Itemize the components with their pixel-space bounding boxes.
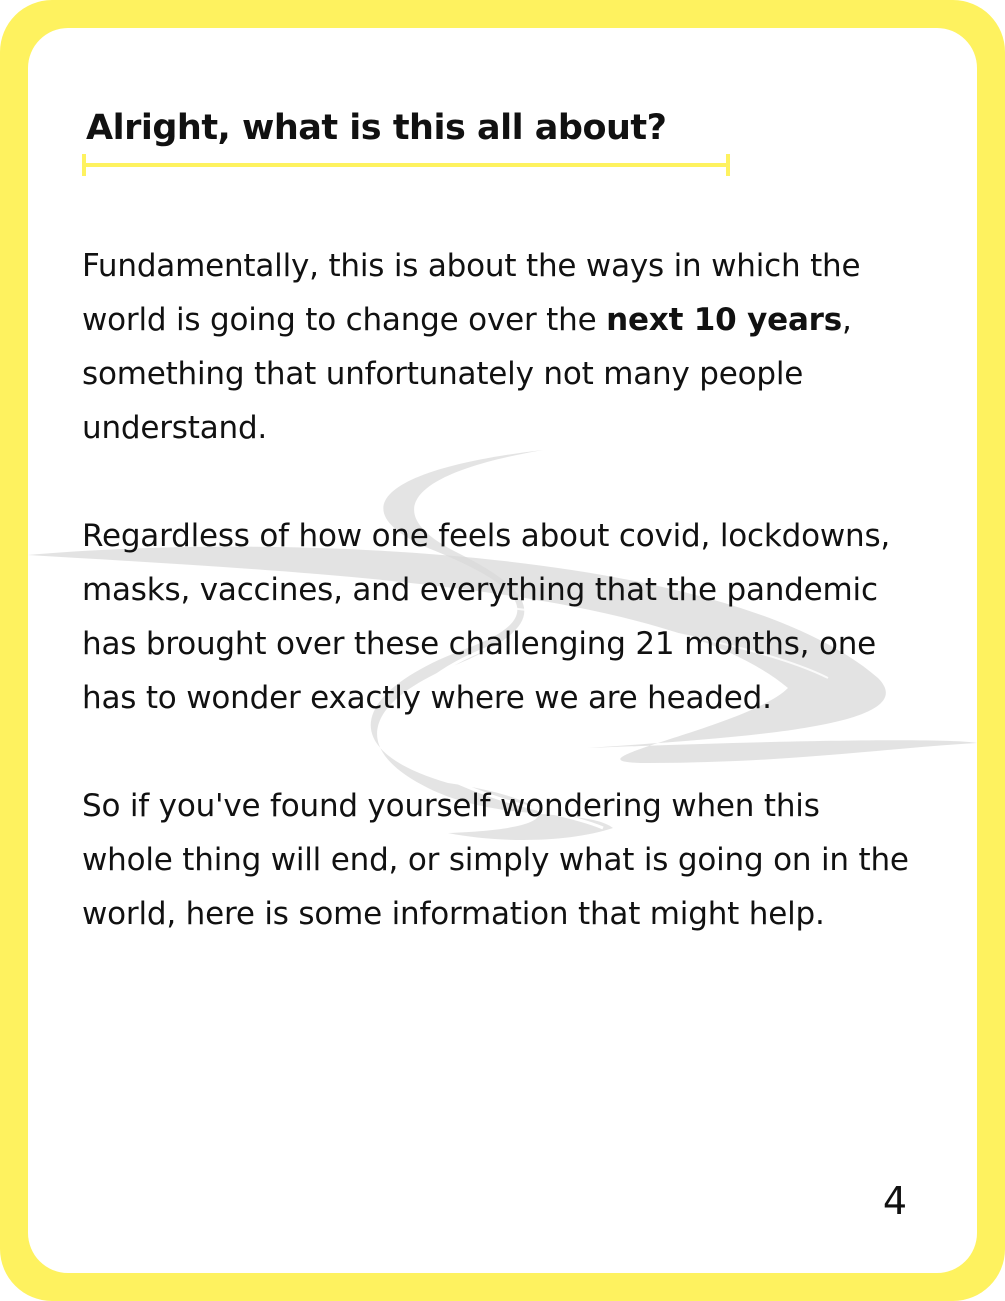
body-text xyxy=(82,239,912,941)
page-number: 4 xyxy=(882,1179,907,1223)
title-underline xyxy=(82,152,730,178)
paragraph-intro-text-end: , something that unfortunately not many people understand. xyxy=(82,302,852,446)
paragraph-intro xyxy=(82,239,912,455)
paragraph-closing: So if you've found yourself wondering when this whole thing will end, or simply what is going on in the world, here is some information that might help. xyxy=(82,788,909,932)
paragraph-intro-text: Fundamentally, this is about the ways in which the world is going to change over the xyxy=(82,248,861,338)
content-card xyxy=(28,28,977,1273)
page-title: Alright, what is this all about? xyxy=(86,108,667,148)
emphasis-next-10-years: next 10 years xyxy=(606,302,843,338)
paragraph-pandemic: Regardless of how one feels about covid, lockdowns, masks, vaccines, and everything that the pandemic has brought over these challenging 21 months, one has to wonder exactly where we are headed. xyxy=(82,518,891,716)
